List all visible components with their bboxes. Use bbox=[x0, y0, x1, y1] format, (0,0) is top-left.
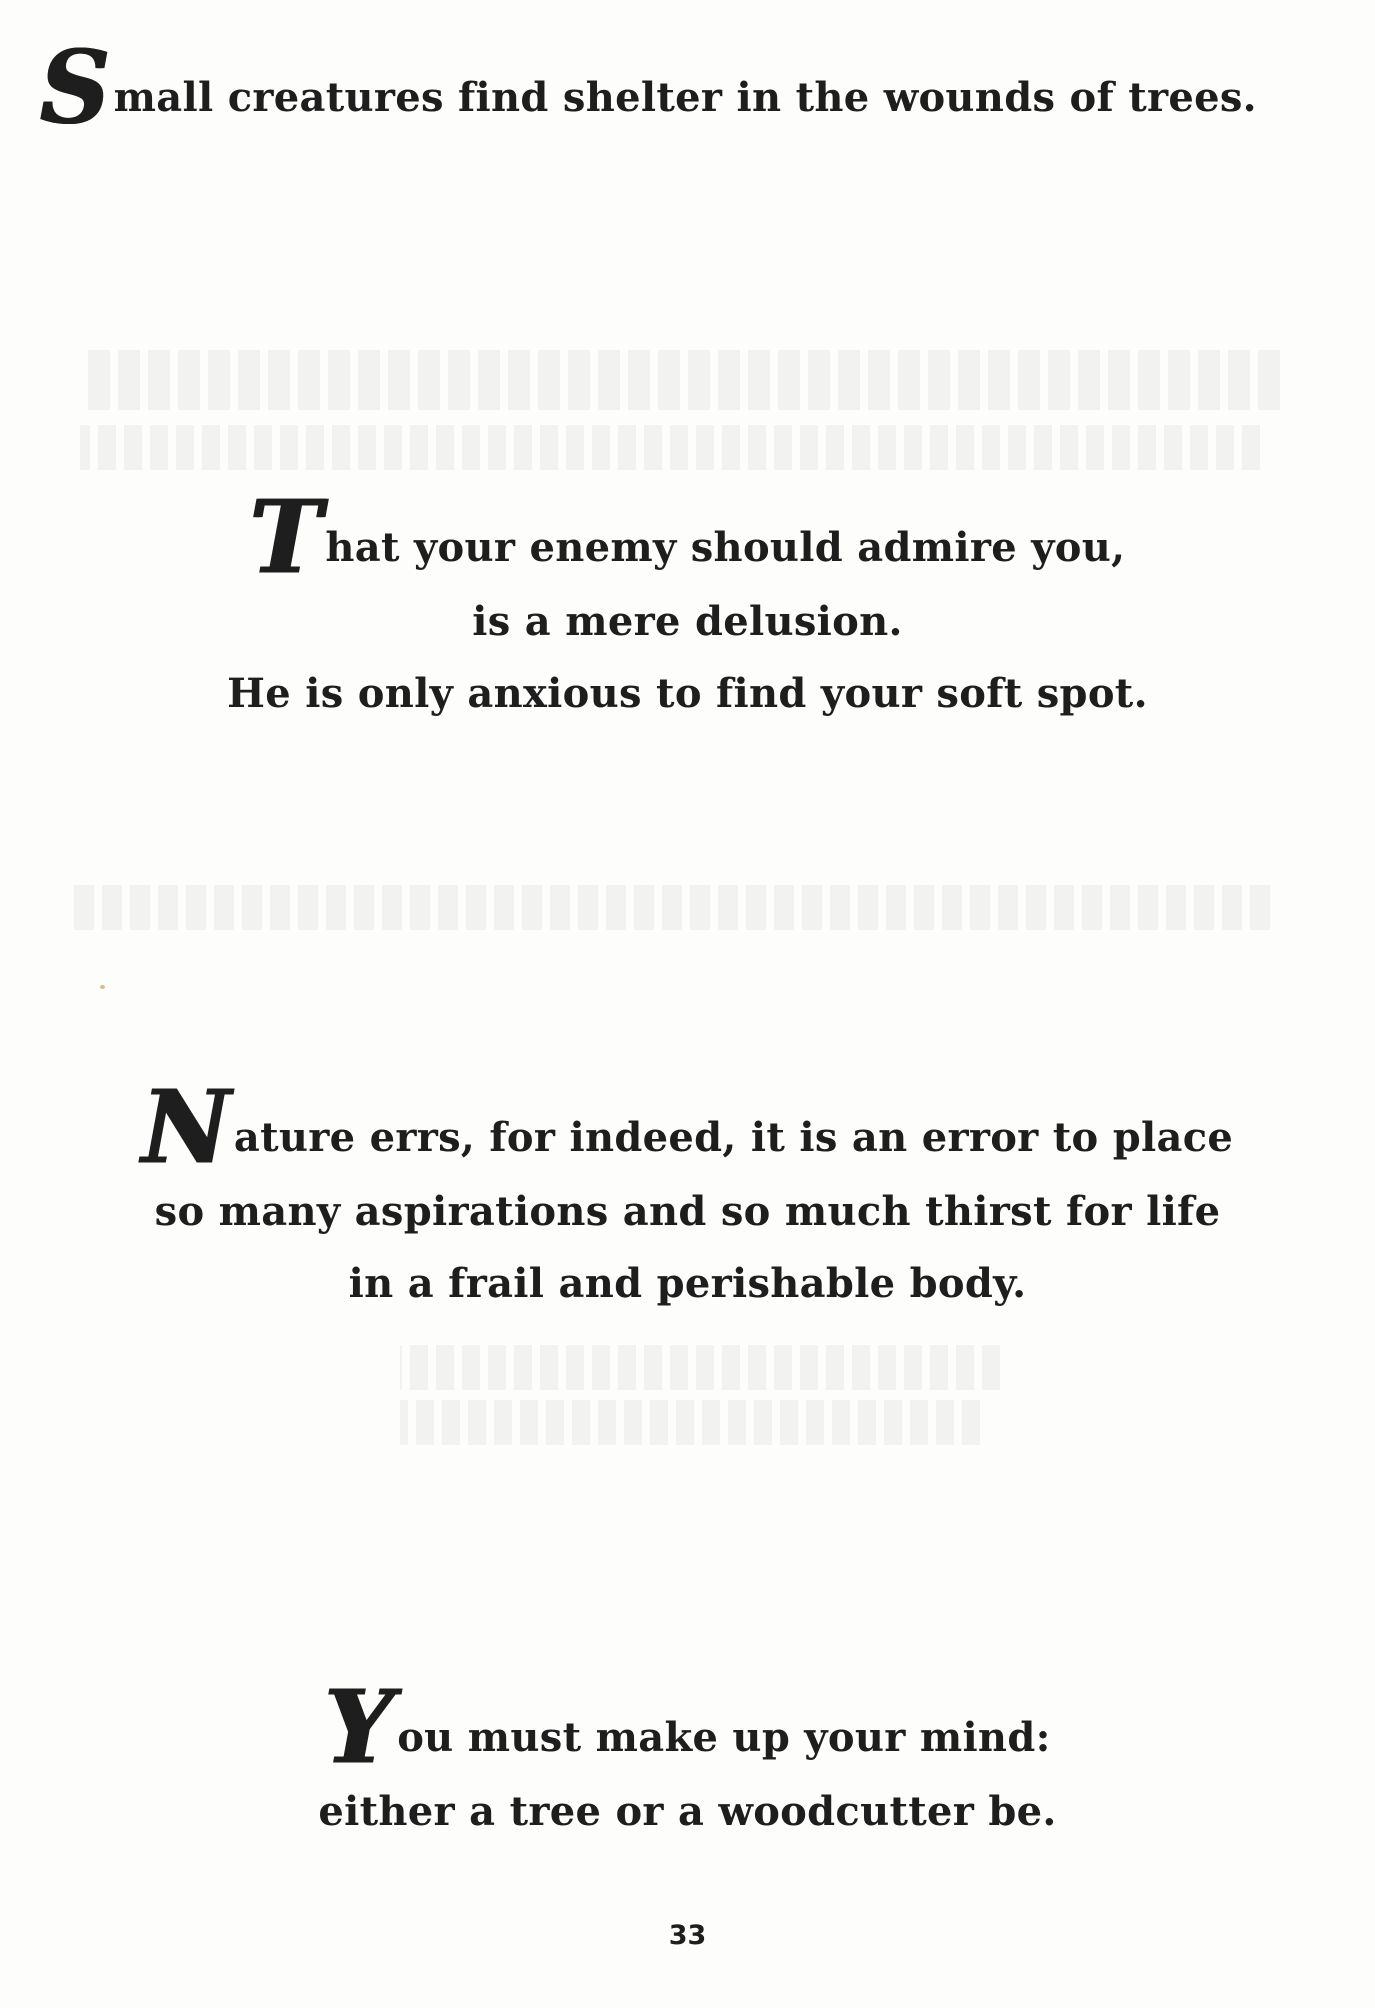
bleed-through-block bbox=[400, 1345, 1000, 1390]
bleed-through-block bbox=[80, 350, 1280, 410]
stanza-line: is a mere delusion. bbox=[472, 598, 903, 645]
drop-cap: S bbox=[40, 28, 110, 147]
stanza-3 bbox=[0, 1068, 1375, 1320]
stanza-text: ature errs, for indeed, it is an error to place bbox=[233, 1114, 1234, 1161]
bleed-through-block bbox=[70, 885, 1270, 930]
bleed-through-block bbox=[400, 1400, 980, 1445]
stanza-text: hat your enemy should admire you, bbox=[325, 524, 1126, 571]
stanza-line: in a frail and perishable body. bbox=[348, 1260, 1027, 1307]
drop-cap: Y bbox=[324, 1668, 394, 1787]
stanza-line: so many aspirations and so much thirst for life bbox=[154, 1188, 1221, 1235]
stanza-line: He is only anxious to find your soft spot. bbox=[227, 670, 1148, 717]
stanza-1 bbox=[40, 28, 1257, 147]
stanza-4 bbox=[0, 1668, 1375, 1848]
stanza-line bbox=[0, 478, 1375, 597]
bleed-through-block bbox=[80, 425, 1260, 470]
stanza-line bbox=[0, 1668, 1375, 1787]
drop-cap: T bbox=[249, 478, 322, 597]
stanza-text: ou must make up your mind: bbox=[397, 1714, 1051, 1761]
page-number: 33 bbox=[668, 1920, 707, 1951]
stanza-line bbox=[0, 1068, 1375, 1187]
drop-cap: N bbox=[141, 1068, 230, 1187]
stanza-text: mall creatures find shelter in the wounds of trees. bbox=[113, 74, 1257, 121]
stanza-line: either a tree or a woodcutter be. bbox=[318, 1788, 1057, 1835]
stanza-2 bbox=[0, 478, 1375, 730]
stanza-line bbox=[40, 28, 1257, 147]
paper-speck bbox=[100, 985, 105, 989]
